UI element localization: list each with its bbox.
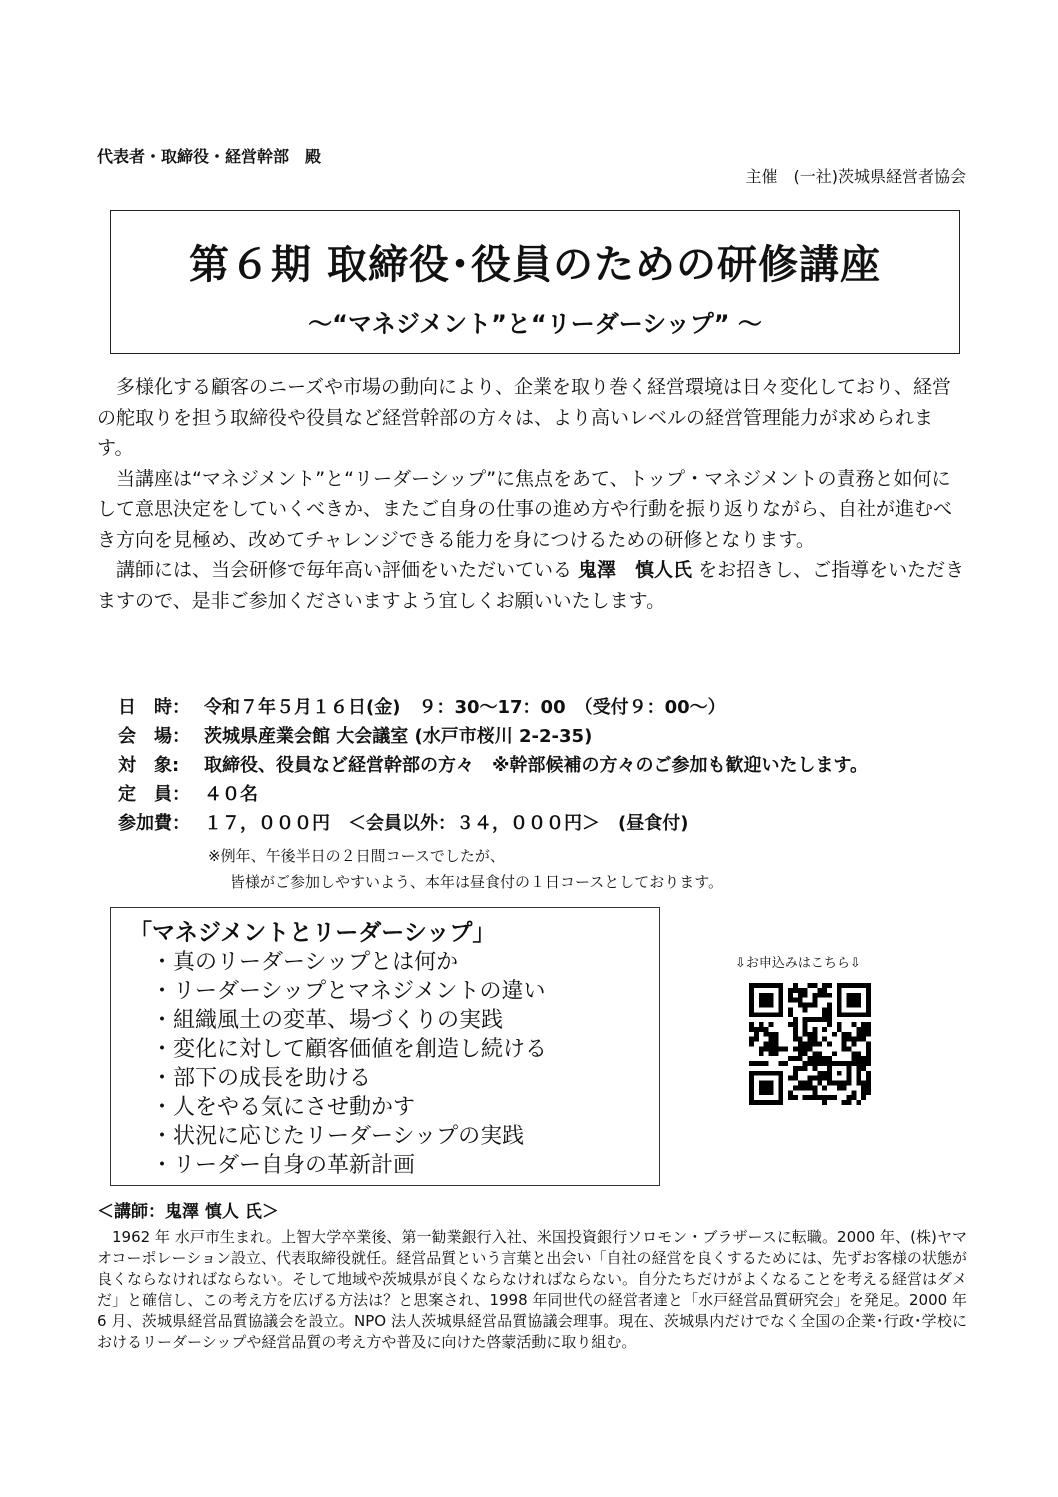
date-value: 令和７年５月１６日(金) ９：30～17：00 （受付９：00～） <box>204 697 726 718</box>
qr-label: ⇩お申込みはこちら⇩ <box>735 956 861 971</box>
page-title: 第６期 取締役･役員のための研修講座 <box>189 242 881 288</box>
lecturer-bio-text: 1962 年 水戸市生まれ。上智大学卒業後、第一勧業銀行入社、米国投資銀行ソロモン・ブラザースに転職。2000 年、(株)ヤマオコーポレーション設立、代表取締役就任。経営品質という言葉と出会い「自社の経営を良くするためには、先ずお客様の状態が良くならなければならない。そして地域や茨城県が良くならなければならない。自分たちだけがよくなることを考える経営はダメだ」と確信し、この考え方を広げる方法は？と思案され、1998 年同世代の経営者達と「水戸経営品質研究会」を発足。2000 年 6 月、茨城県経営品質協議会を設立。NPO 法人茨城県経営品質協議会理事。現在、茨城県内だけでなく全国の企業･行政･学校におけるリーダーシップや経営品質の考え方や普及に向けた啓蒙活動に取り組む。 <box>97 1228 968 1351</box>
venue-value: 茨城県産業会館 大会議室 (水戸市桜川 2-2-35) <box>204 726 593 747</box>
venue-label: 会 場： <box>118 726 190 747</box>
lecturer-heading: ＜講師：鬼澤 慎人 氏＞ <box>97 1202 279 1222</box>
detail-capacity <box>118 780 868 809</box>
program-item: ・変化に対して顧客価値を創造し続ける <box>151 1037 548 1062</box>
organizer: 主催 (一社)茨城県経営者協会 <box>745 167 966 186</box>
intro-paragraph-1: 多様化する顧客のニーズや市場の動向により、企業を取り巻く経営環境は日々変化しており、経営の舵取りを担う取締役や役員など経営幹部の方々は、より高いレベルの経営管理能力が求められます。 <box>97 376 952 459</box>
detail-fee <box>118 809 868 838</box>
page-subtitle: ～“マネジメント”と“リーダーシップ” ～ <box>308 310 762 338</box>
program-item: ・部下の成長を助ける <box>151 1066 372 1091</box>
capacity-value: ４０名 <box>204 784 258 805</box>
note-line-1: ※例年、午後半日の２日間コースでしたが、 <box>208 847 505 865</box>
detail-venue <box>118 722 868 751</box>
program-item: ・真のリーダーシップとは何か <box>151 950 459 975</box>
date-label: 日 時： <box>118 697 190 718</box>
program-item: ・組織風土の変革、場づくりの実践 <box>151 1008 504 1033</box>
capacity-label: 定 員： <box>118 784 190 805</box>
program-title: 「マネジメントとリーダーシップ」 <box>129 920 496 946</box>
detail-target <box>118 751 868 780</box>
intro-p3-before: 講師には、当会研修で毎年高い評価をいただいている <box>116 559 579 581</box>
program-box <box>110 907 660 1186</box>
intro-paragraph-2: 当講座は“マネジメント”と“リーダーシップ”に焦点をあて、トップ・マネジメントの責務と如何にして意思決定をしていくべきか、またご自身の仕事の進め方や行動を振り返りながら、自社が進むべき方向を見極め、改めてチャレンジできる能力を身につけるための研修となります。 <box>97 467 953 551</box>
fee-value: １７，０００円 ＜会員以外：３４，０００円＞ (昼食付) <box>204 813 689 834</box>
lecturer-name-inline: 鬼澤 慎人氏 <box>578 559 693 581</box>
event-details <box>118 693 868 838</box>
intro-text <box>97 372 967 616</box>
target-value: 取締役、役員など経営幹部の方々 ※幹部候補の方々のご参加も歓迎いたします。 <box>204 755 869 776</box>
target-label: 対 象: <box>118 755 180 776</box>
program-item: ・人をやる気にさせ動かす <box>151 1095 416 1120</box>
fee-label: 参加費： <box>118 813 190 834</box>
program-list <box>151 948 547 1180</box>
intro-paragraph-3 <box>97 555 967 616</box>
program-item: ・状況に応じたリーダーシップの実践 <box>151 1124 525 1149</box>
detail-date <box>118 693 868 722</box>
intro-p3-after: をお招きし、ご指導をいただきますので、是非ご参加くださいますよう宜しくお願いいたします。 <box>97 559 965 612</box>
addressee: 代表者・取締役・経営幹部 殿 <box>97 147 322 166</box>
program-item: ・リーダー自身の革新計画 <box>151 1153 416 1178</box>
note-line-2: 皆様がご参加しやすいよう、本年は昼食付の１日コースとしております。 <box>230 873 724 891</box>
program-item: ・リーダーシップとマネジメントの違い <box>151 979 546 1004</box>
title-box <box>110 210 960 354</box>
lecturer-bio <box>97 1227 967 1353</box>
fee-note <box>208 843 723 895</box>
qr-code[interactable] <box>749 983 871 1105</box>
